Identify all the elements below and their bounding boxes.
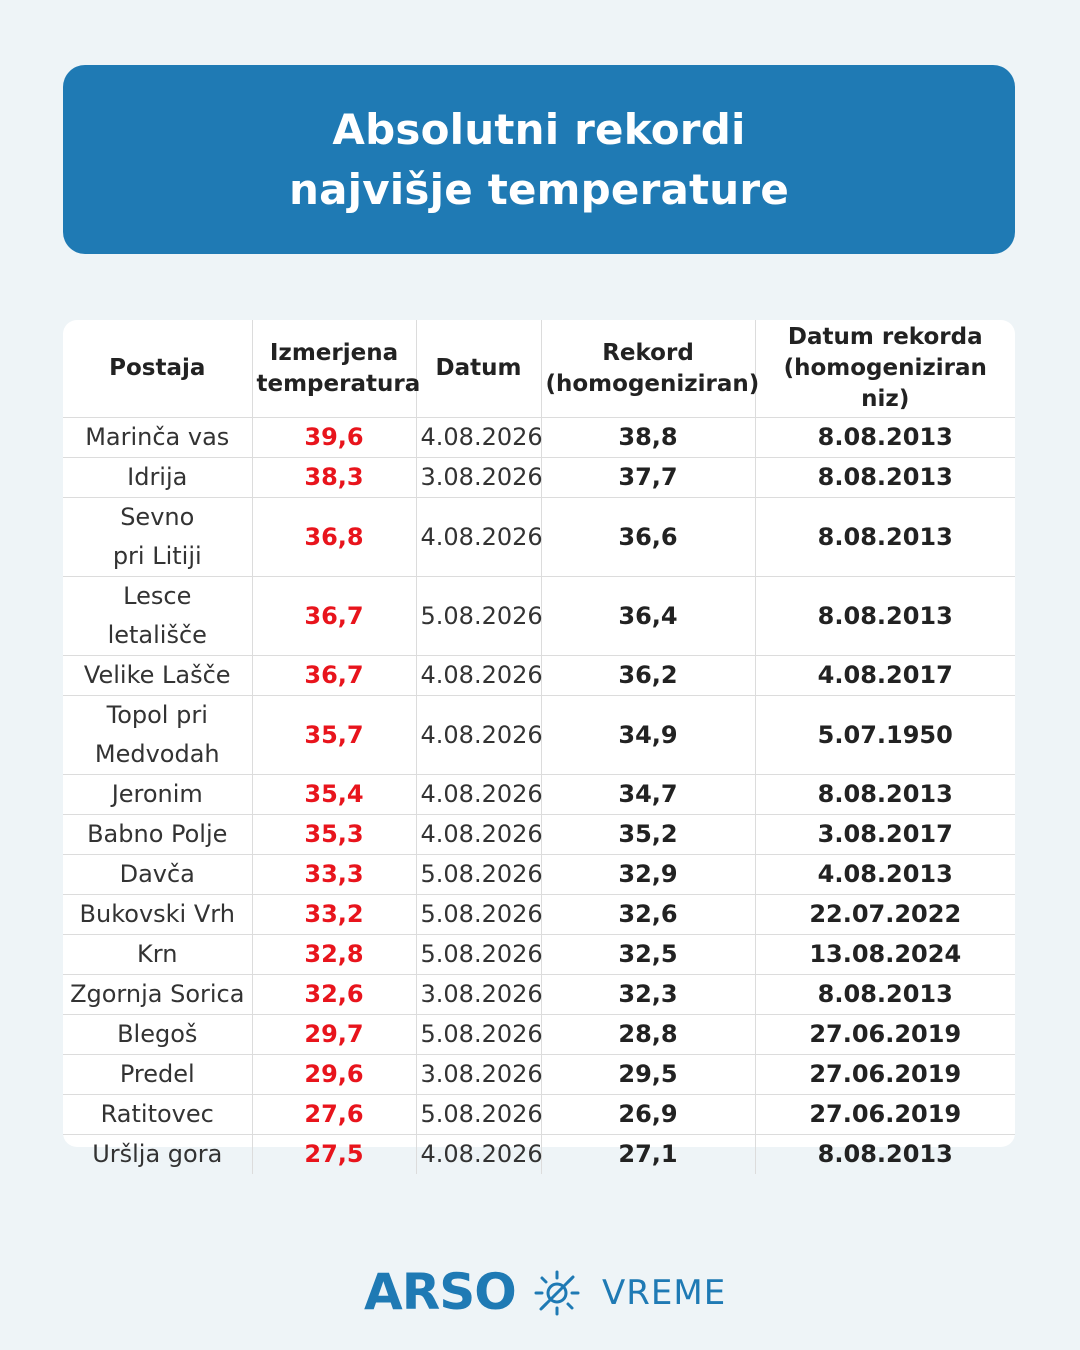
record-date-cell: 22.07.2022 <box>755 895 1015 935</box>
header-date: Datum <box>416 320 541 418</box>
station-cell: Jeronim <box>63 775 252 815</box>
table-row <box>63 1095 1015 1135</box>
table-row <box>63 1055 1015 1095</box>
record-date-cell: 27.06.2019 <box>755 1095 1015 1135</box>
measured-temperature-cell: 36,7 <box>252 577 416 656</box>
date-cell: 5.08.2026 <box>416 1095 541 1135</box>
record-date-cell: 5.07.1950 <box>755 696 1015 775</box>
record-cell: 32,5 <box>541 935 755 975</box>
station-cell: Topol pri Medvodah <box>63 696 252 775</box>
station-cell: Bukovski Vrh <box>63 895 252 935</box>
table-row <box>63 656 1015 696</box>
measured-temperature-cell: 29,6 <box>252 1055 416 1095</box>
table-body <box>63 418 1015 1175</box>
title-banner <box>63 65 1015 254</box>
table-row <box>63 458 1015 498</box>
table-row <box>63 895 1015 935</box>
records-table <box>63 320 1015 1174</box>
table-row <box>63 1135 1015 1175</box>
station-cell: Uršlja gora <box>63 1135 252 1175</box>
record-cell: 32,6 <box>541 895 755 935</box>
record-cell: 34,9 <box>541 696 755 775</box>
record-date-cell: 4.08.2017 <box>755 656 1015 696</box>
record-date-cell: 8.08.2013 <box>755 498 1015 577</box>
measured-temperature-cell: 27,5 <box>252 1135 416 1175</box>
measured-temperature-cell: 32,6 <box>252 975 416 1015</box>
table-row <box>63 975 1015 1015</box>
measured-temperature-cell: 36,8 <box>252 498 416 577</box>
record-date-cell: 8.08.2013 <box>755 458 1015 498</box>
record-cell: 38,8 <box>541 418 755 458</box>
record-date-cell: 8.08.2013 <box>755 975 1015 1015</box>
record-date-cell: 8.08.2013 <box>755 775 1015 815</box>
table-row <box>63 855 1015 895</box>
table-row <box>63 498 1015 577</box>
record-cell: 26,9 <box>541 1095 755 1135</box>
station-cell: Blegoš <box>63 1015 252 1055</box>
arso-logo: ARSO <box>364 1263 516 1321</box>
measured-temperature-cell: 33,3 <box>252 855 416 895</box>
header-record-date: Datum rekorda (homogeniziran niz) <box>755 320 1015 418</box>
station-cell: Ratitovec <box>63 1095 252 1135</box>
sun-weather-icon <box>533 1269 581 1317</box>
station-cell: Lesce letališče <box>63 577 252 656</box>
header-record: Rekord (homogeniziran) <box>541 320 755 418</box>
measured-temperature-cell: 35,7 <box>252 696 416 775</box>
date-cell: 5.08.2026 <box>416 855 541 895</box>
record-cell: 29,5 <box>541 1055 755 1095</box>
station-cell: Babno Polje <box>63 815 252 855</box>
date-cell: 4.08.2026 <box>416 775 541 815</box>
station-cell: Davča <box>63 855 252 895</box>
station-cell: Sevno pri Litiji <box>63 498 252 577</box>
measured-temperature-cell: 36,7 <box>252 656 416 696</box>
measured-temperature-cell: 32,8 <box>252 935 416 975</box>
measured-temperature-cell: 29,7 <box>252 1015 416 1055</box>
header-measured-temperature: Izmerjena temperatura <box>252 320 416 418</box>
measured-temperature-cell: 38,3 <box>252 458 416 498</box>
record-cell: 36,6 <box>541 498 755 577</box>
record-cell: 32,3 <box>541 975 755 1015</box>
table-row <box>63 935 1015 975</box>
measured-temperature-cell: 35,3 <box>252 815 416 855</box>
page-title-line-1: Absolutni rekordi <box>332 104 746 154</box>
date-cell: 3.08.2026 <box>416 975 541 1015</box>
date-cell: 5.08.2026 <box>416 577 541 656</box>
table-row <box>63 815 1015 855</box>
page-title-line-2: najvišje temperature <box>288 164 790 214</box>
record-date-cell: 3.08.2017 <box>755 815 1015 855</box>
record-cell: 27,1 <box>541 1135 755 1175</box>
vreme-label: VREME <box>602 1273 727 1313</box>
record-cell: 32,9 <box>541 855 755 895</box>
record-date-cell: 13.08.2024 <box>755 935 1015 975</box>
record-date-cell: 8.08.2013 <box>755 418 1015 458</box>
date-cell: 4.08.2026 <box>416 418 541 458</box>
station-cell: Predel <box>63 1055 252 1095</box>
measured-temperature-cell: 39,6 <box>252 418 416 458</box>
table-row <box>63 577 1015 656</box>
table-row <box>63 418 1015 458</box>
records-table-card <box>63 320 1015 1168</box>
date-cell: 3.08.2026 <box>416 1055 541 1095</box>
date-cell: 4.08.2026 <box>416 656 541 696</box>
station-cell: Idrija <box>63 458 252 498</box>
record-cell: 28,8 <box>541 1015 755 1055</box>
station-cell: Marinča vas <box>63 418 252 458</box>
table-row <box>63 696 1015 775</box>
header-station: Postaja <box>63 320 252 418</box>
date-cell: 4.08.2026 <box>416 696 541 775</box>
record-cell: 36,2 <box>541 656 755 696</box>
record-date-cell: 8.08.2013 <box>755 577 1015 656</box>
record-cell: 37,7 <box>541 458 755 498</box>
measured-temperature-cell: 33,2 <box>252 895 416 935</box>
date-cell: 4.08.2026 <box>416 815 541 855</box>
station-cell: Velike Lašče <box>63 656 252 696</box>
footer <box>0 1262 1080 1322</box>
date-cell: 3.08.2026 <box>416 458 541 498</box>
record-date-cell: 8.08.2013 <box>755 1135 1015 1175</box>
station-cell: Zgornja Sorica <box>63 975 252 1015</box>
record-date-cell: 4.08.2013 <box>755 855 1015 895</box>
record-date-cell: 27.06.2019 <box>755 1055 1015 1095</box>
record-date-cell: 27.06.2019 <box>755 1015 1015 1055</box>
date-cell: 5.08.2026 <box>416 1015 541 1055</box>
date-cell: 4.08.2026 <box>416 1135 541 1175</box>
date-cell: 4.08.2026 <box>416 498 541 577</box>
record-cell: 34,7 <box>541 775 755 815</box>
date-cell: 5.08.2026 <box>416 935 541 975</box>
record-cell: 36,4 <box>541 577 755 656</box>
table-row <box>63 1015 1015 1055</box>
measured-temperature-cell: 27,6 <box>252 1095 416 1135</box>
station-cell: Krn <box>63 935 252 975</box>
table-row <box>63 775 1015 815</box>
record-cell: 35,2 <box>541 815 755 855</box>
date-cell: 5.08.2026 <box>416 895 541 935</box>
table-header-row <box>63 320 1015 418</box>
measured-temperature-cell: 35,4 <box>252 775 416 815</box>
